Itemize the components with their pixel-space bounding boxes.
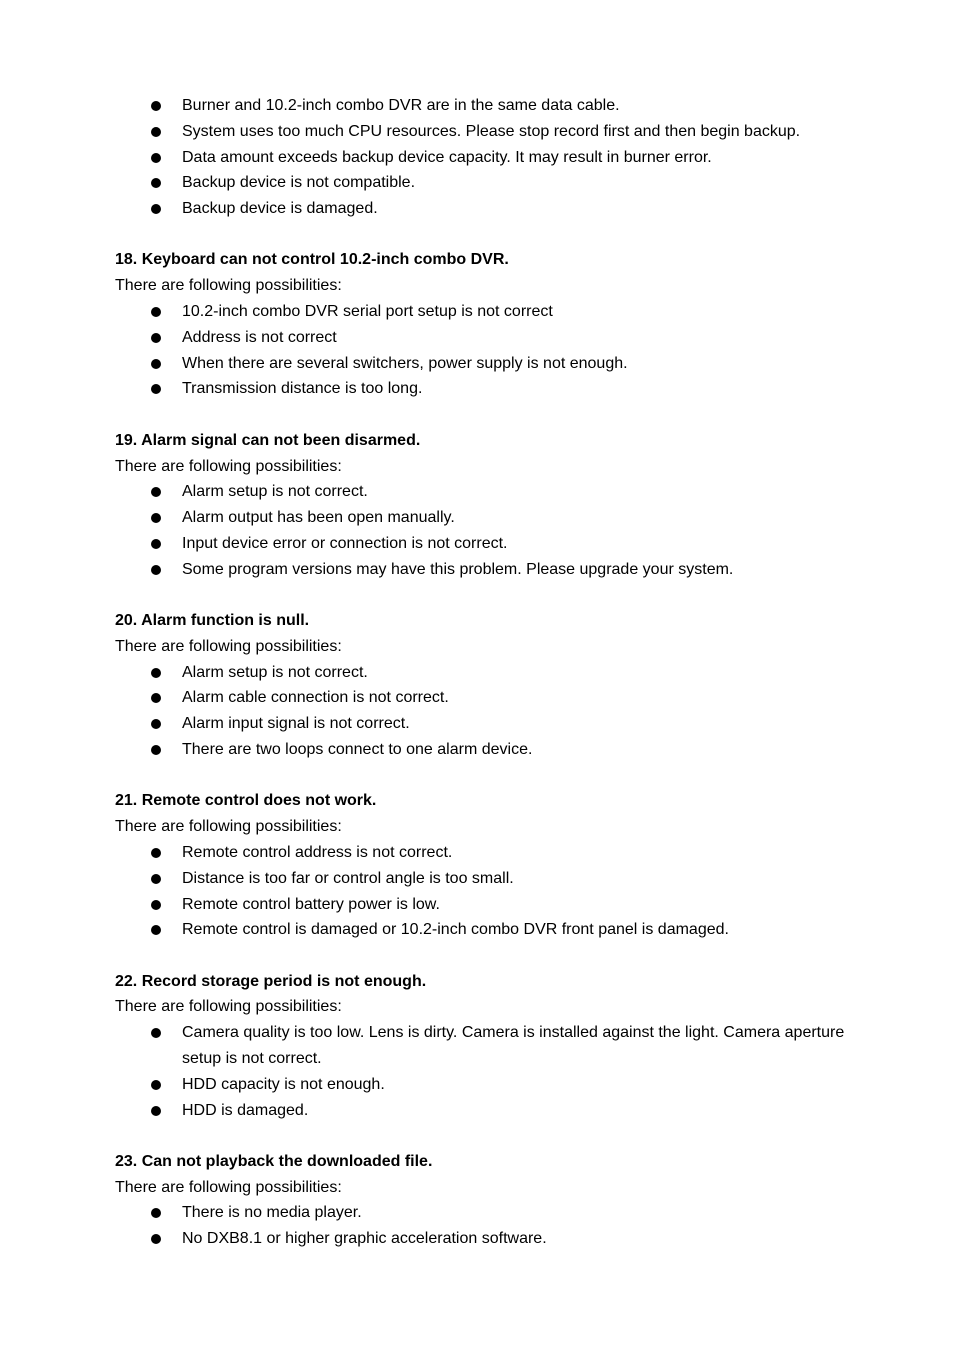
section-heading: 19. Alarm signal can not been disarmed.	[115, 431, 421, 449]
list-item	[115, 196, 845, 222]
section-20	[115, 608, 845, 763]
bullet-icon	[151, 1080, 161, 1090]
bullet-icon	[151, 1208, 161, 1218]
list-item-text: 10.2-inch combo DVR serial port setup is not correct	[182, 303, 553, 321]
section-heading: 23. Can not playback the downloaded file.	[115, 1152, 433, 1170]
bullet-icon	[151, 204, 161, 214]
section-heading: 18. Keyboard can not control 10.2-inch combo DVR.	[115, 251, 509, 269]
list-item	[115, 531, 845, 557]
list-item	[115, 1072, 845, 1098]
list-item-text: Burner and 10.2-inch combo DVR are in the same data cable.	[182, 97, 620, 114]
bullet-icon	[151, 359, 161, 369]
list-item-text: Backup device is not compatible.	[182, 174, 416, 192]
list-item-text: Distance is too far or control angle is too small.	[182, 869, 514, 887]
page-content	[115, 93, 845, 1252]
list-item	[115, 376, 845, 402]
bullet-icon	[151, 900, 161, 910]
bullet-icon	[151, 565, 161, 575]
list-item	[115, 299, 845, 325]
bullet-icon	[151, 307, 161, 317]
list-item-text: Remote control address is not correct.	[182, 843, 453, 861]
list-item	[115, 325, 845, 351]
bullet-icon	[151, 101, 161, 111]
bullet-list	[115, 660, 845, 763]
list-item-text: Camera quality is too low. Lens is dirty. Camera is installed against the light. Camera aperture setup is not correct.	[182, 1024, 845, 1067]
bullet-icon	[151, 745, 161, 755]
section-heading: 22. Record storage period is not enough.	[115, 972, 427, 990]
bullet-icon	[151, 153, 161, 163]
list-item	[115, 1200, 845, 1226]
list-item-text: Remote control is damaged or 10.2-inch combo DVR front panel is damaged.	[182, 921, 729, 939]
list-item-text: When there are several switchers, power supply is not enough.	[182, 354, 628, 372]
list-item-text: Backup device is damaged.	[182, 200, 378, 218]
list-item-text: There are two loops connect to one alarm device.	[182, 741, 533, 759]
list-item	[115, 505, 845, 531]
list-item-text: Alarm setup is not correct.	[182, 663, 368, 681]
bullet-icon	[151, 127, 161, 137]
bullet-icon	[151, 874, 161, 884]
list-item-text: Input device error or connection is not correct.	[182, 534, 508, 552]
bullet-icon	[151, 333, 161, 343]
bullet-icon	[151, 925, 161, 935]
list-item-text: System uses too much CPU resources. Please stop record first and then begin backup.	[182, 122, 801, 140]
list-item-text: Alarm cable connection is not correct.	[182, 689, 449, 707]
list-item-text: Alarm output has been open manually.	[182, 509, 455, 527]
bullet-list	[115, 840, 845, 943]
list-item-text: Transmission distance is too long.	[182, 380, 423, 398]
list-item-text: There is no media player.	[182, 1204, 362, 1222]
list-item	[115, 119, 845, 145]
list-item	[115, 685, 845, 711]
list-item	[115, 351, 845, 377]
section-intro: There are following possibilities:	[115, 1178, 342, 1196]
section-19	[115, 428, 845, 583]
section-18	[115, 247, 845, 402]
bullet-icon	[151, 487, 161, 497]
bullet-icon	[151, 1106, 161, 1116]
section-21	[115, 788, 845, 943]
list-item	[115, 479, 845, 505]
bullet-icon	[151, 719, 161, 729]
list-item-text: Alarm input signal is not correct.	[182, 715, 410, 733]
bullet-list	[115, 479, 845, 582]
list-item	[115, 1098, 845, 1124]
list-item-text: HDD capacity is not enough.	[182, 1075, 385, 1093]
list-item-text: HDD is damaged.	[182, 1101, 309, 1119]
bullet-icon	[151, 178, 161, 188]
section-heading: 20. Alarm function is null.	[115, 612, 310, 630]
section-intro: There are following possibilities:	[115, 818, 342, 836]
list-item	[115, 170, 845, 196]
bullet-list	[115, 1020, 845, 1123]
list-item	[115, 145, 845, 171]
bullet-icon	[151, 668, 161, 678]
bullet-list	[115, 1200, 845, 1252]
list-item	[115, 711, 845, 737]
bullet-icon	[151, 693, 161, 703]
bullet-icon	[151, 539, 161, 549]
list-item	[115, 1020, 845, 1072]
list-item-text: Alarm setup is not correct.	[182, 483, 368, 501]
bullet-list	[115, 299, 845, 402]
list-item	[115, 1226, 845, 1252]
section-23	[115, 1149, 845, 1252]
list-item	[115, 917, 845, 943]
section-22	[115, 969, 845, 1124]
list-item	[115, 892, 845, 918]
section-heading: 21. Remote control does not work.	[115, 792, 377, 810]
list-item	[115, 557, 845, 583]
top-bullet-list	[115, 93, 845, 222]
bullet-icon	[151, 1028, 161, 1038]
bullet-icon	[151, 848, 161, 858]
list-item	[115, 660, 845, 686]
bullet-icon	[151, 384, 161, 394]
bullet-icon	[151, 1234, 161, 1244]
list-item-text: No DXB8.1 or higher graphic acceleration software.	[182, 1230, 547, 1248]
list-item-text: Data amount exceeds backup device capacity. It may result in burner error.	[182, 148, 712, 166]
section-intro: There are following possibilities:	[115, 998, 342, 1016]
section-intro: There are following possibilities:	[115, 637, 342, 655]
section-intro: There are following possibilities:	[115, 277, 342, 295]
list-item	[115, 866, 845, 892]
list-item	[115, 840, 845, 866]
list-item-text: Some program versions may have this problem. Please upgrade your system.	[182, 560, 734, 578]
list-item-text: Remote control battery power is low.	[182, 895, 440, 913]
list-item	[115, 737, 845, 763]
bullet-icon	[151, 513, 161, 523]
list-item-text: Address is not correct	[182, 328, 337, 346]
list-item	[115, 93, 845, 119]
section-intro: There are following possibilities:	[115, 457, 342, 475]
